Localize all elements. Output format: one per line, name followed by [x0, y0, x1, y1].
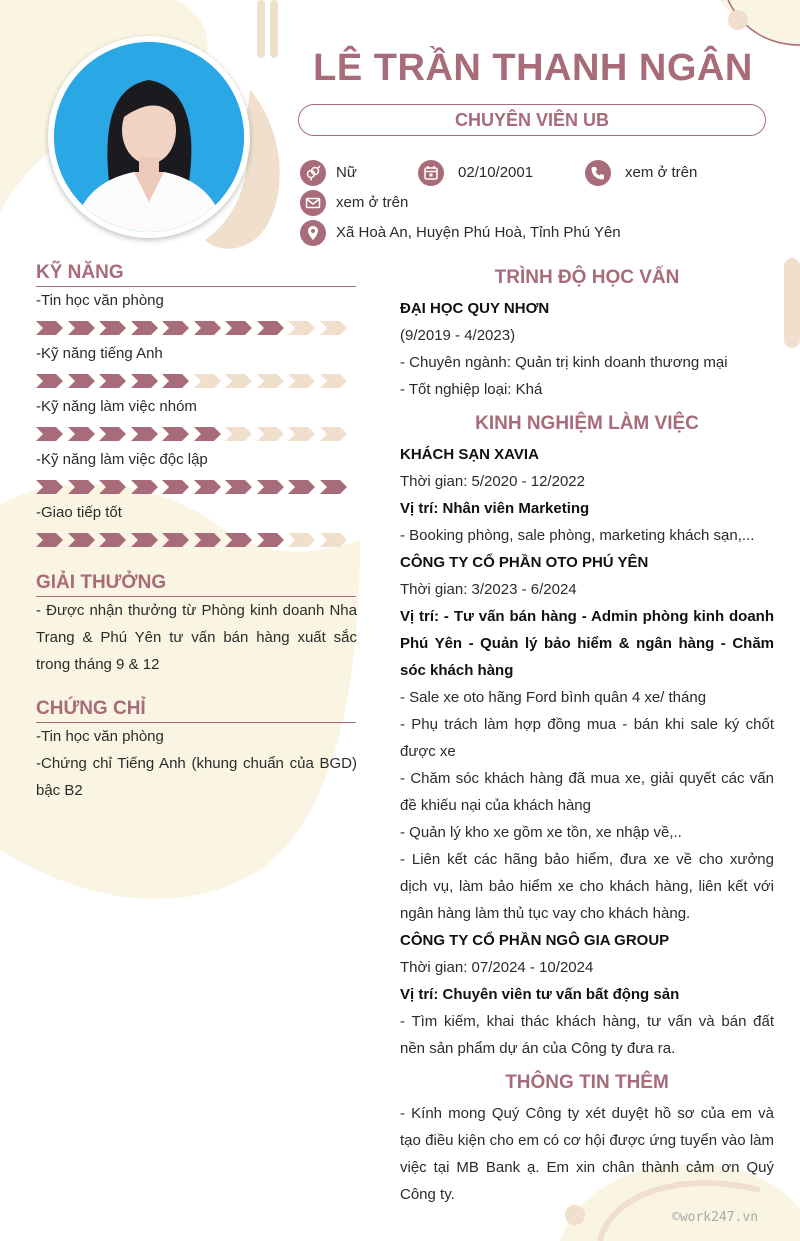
skill-chevron-filled — [162, 480, 189, 494]
job-position: Vị trí: Nhân viên Marketing — [400, 500, 590, 517]
skill-chevron-filled — [225, 533, 252, 547]
skill-chevron-filled — [99, 321, 126, 335]
skill-chevron-filled — [36, 533, 63, 547]
skill-label: -Tin học văn phòng — [36, 292, 164, 309]
phone-value: xem ở trên — [625, 164, 698, 181]
skill-chevron-empty — [257, 427, 284, 441]
skill-label: -Kỹ năng làm việc nhóm — [36, 398, 197, 415]
skill-chevron-filled — [162, 533, 189, 547]
education-major: - Chuyên ngành: Quản trị kinh doanh thương mại — [400, 354, 728, 371]
avatar — [54, 42, 244, 232]
skill-chevron-filled — [131, 321, 158, 335]
skill-chevron-filled — [162, 374, 189, 388]
skills-title: KỸ NĂNG — [36, 262, 356, 287]
job-description: - Booking phòng, sale phòng, marketing khách sạn,... — [400, 527, 755, 544]
skill-chevron-filled — [194, 533, 221, 547]
skill-chevron-filled — [194, 321, 221, 335]
skill-label: -Giao tiếp tốt — [36, 504, 122, 521]
skill-chevron-filled — [194, 427, 221, 441]
skill-chevron-empty — [320, 427, 347, 441]
company-name: CÔNG TY CỔ PHẦN NGÔ GIA GROUP — [400, 932, 670, 949]
email-value: xem ở trên — [336, 194, 409, 211]
extra-info-title: THÔNG TIN THÊM — [505, 1072, 669, 1093]
candidate-name: LÊ TRẦN THANH NGÂN — [313, 47, 753, 89]
school-name: ĐẠI HỌC QUY NHƠN — [400, 300, 550, 317]
watermark: ©work247.vn — [672, 1210, 759, 1225]
job-description: - Quản lý kho xe gồm xe tồn, xe nhập về,.. — [400, 824, 682, 841]
job-description: - Tìm kiếm, khai thác khách hàng, tư vấn và bán đất nền sản phẩm dự án của Công ty đưa ra. — [400, 1013, 774, 1057]
job-title: CHUYÊN VIÊN UB — [298, 104, 766, 136]
skill-chevron-filled — [162, 427, 189, 441]
skill-chevron-empty — [288, 374, 315, 388]
company-name: CÔNG TY CỔ PHẦN OTO PHÚ YÊN — [400, 554, 649, 571]
skill-chevron-filled — [99, 427, 126, 441]
skill-rating — [36, 321, 356, 335]
job-position: Vị trí: Chuyên viên tư vấn bất động sản — [400, 986, 680, 1003]
skill-chevron-filled — [320, 480, 347, 494]
extra-info-text: - Kính mong Quý Công ty xét duyệt hồ sơ của em và tạo điều kiện cho em có cơ hội được ứng tuyển vào làm việc tại MB Bank ạ. Em xin chân thành cảm ơn Quý Công ty. — [400, 1105, 774, 1203]
job-time: Thời gian: 3/2023 - 6/2024 — [400, 581, 577, 598]
skill-label: -Kỹ năng tiếng Anh — [36, 345, 163, 362]
skill-chevron-empty — [320, 374, 347, 388]
skill-label: -Kỹ năng làm việc độc lập — [36, 451, 208, 468]
job-description: - Sale xe oto hãng Ford bình quân 4 xe/ tháng — [400, 689, 707, 706]
skill-chevron-filled — [99, 533, 126, 547]
job-description: - Liên kết các hãng bảo hiểm, đưa xe về cho xưởng dịch vụ, làm bảo hiểm xe cho khách hàng, liên kết với ngân hàng làm thủ tục vay cho khách hàng. — [400, 851, 774, 922]
certificate-item: -Tin học văn phòng — [36, 728, 164, 745]
skill-chevron-filled — [131, 427, 158, 441]
education-grade: - Tốt nghiệp loại: Khá — [400, 381, 543, 398]
skill-chevron-filled — [99, 374, 126, 388]
skill-chevron-filled — [68, 480, 95, 494]
skill-chevron-filled — [36, 374, 63, 388]
job-description: - Chăm sóc khách hàng đã mua xe, giải quyết các vấn đề khiếu nại của khách hàng — [400, 770, 774, 814]
skill-rating — [36, 374, 356, 388]
skill-chevron-empty — [288, 321, 315, 335]
address-value: Xã Hoà An, Huyện Phú Hoà, Tỉnh Phú Yên — [336, 224, 621, 241]
skill-chevron-empty — [257, 374, 284, 388]
skill-chevron-filled — [194, 480, 221, 494]
skill-chevron-filled — [131, 533, 158, 547]
skill-chevron-filled — [68, 427, 95, 441]
skill-chevron-filled — [36, 321, 63, 335]
skill-chevron-filled — [257, 321, 284, 335]
skill-chevron-filled — [131, 480, 158, 494]
job-time: Thời gian: 07/2024 - 10/2024 — [400, 959, 594, 976]
skill-chevron-filled — [225, 321, 252, 335]
calendar-icon — [418, 160, 444, 186]
skill-chevron-empty — [288, 533, 315, 547]
location-icon — [300, 220, 326, 246]
skill-chevron-filled — [36, 427, 63, 441]
skill-chevron-empty — [194, 374, 221, 388]
skill-chevron-empty — [320, 321, 347, 335]
skill-chevron-filled — [131, 374, 158, 388]
phone-icon — [585, 160, 611, 186]
education-title: TRÌNH ĐỘ HỌC VẤN — [494, 267, 680, 288]
skill-chevron-filled — [68, 321, 95, 335]
skill-chevron-filled — [99, 480, 126, 494]
skill-chevron-filled — [288, 480, 315, 494]
skill-chevron-filled — [162, 321, 189, 335]
skill-chevron-empty — [225, 427, 252, 441]
skill-rating — [36, 427, 356, 441]
awards-text: - Được nhận thưởng từ Phòng kinh doanh Nha Trang & Phú Yên tư vấn bán hàng xuất sắc trong tháng 9 & 12 — [36, 602, 357, 673]
skill-chevron-filled — [36, 480, 63, 494]
birthday-value: 02/10/2001 — [458, 164, 534, 181]
skill-chevron-empty — [225, 374, 252, 388]
skill-chevron-filled — [68, 374, 95, 388]
awards-title: GIẢI THƯỞNG — [36, 572, 356, 597]
skill-chevron-empty — [288, 427, 315, 441]
portrait-illustration — [54, 42, 244, 232]
skill-rating — [36, 480, 356, 494]
skill-rating — [36, 533, 356, 547]
company-name: KHÁCH SẠN XAVIA — [400, 446, 539, 463]
skill-chevron-filled — [257, 533, 284, 547]
gender-icon — [300, 160, 326, 186]
certificates-title: CHỨNG CHỈ — [36, 698, 356, 723]
skill-chevron-filled — [68, 533, 95, 547]
job-time: Thời gian: 5/2020 - 12/2022 — [400, 473, 585, 490]
skill-chevron-filled — [257, 480, 284, 494]
education-period: (9/2019 - 4/2023) — [400, 327, 516, 344]
skill-chevron-empty — [320, 533, 347, 547]
certificate-item: -Chứng chỉ Tiếng Anh (khung chuẩn của BGD) bậc B2 — [36, 755, 357, 799]
skill-chevron-filled — [225, 480, 252, 494]
job-description: - Phụ trách làm hợp đồng mua - bán khi sale ký chốt được xe — [400, 716, 774, 760]
gender-value: Nữ — [336, 164, 357, 181]
experience-title: KINH NGHIỆM LÀM VIỆC — [475, 413, 699, 434]
email-icon — [300, 190, 326, 216]
job-position: Vị trí: - Tư vấn bán hàng - Admin phòng kinh doanh Phú Yên - Quản lý bảo hiểm & ngân hàng - Chăm sóc khách hàng — [400, 608, 774, 679]
